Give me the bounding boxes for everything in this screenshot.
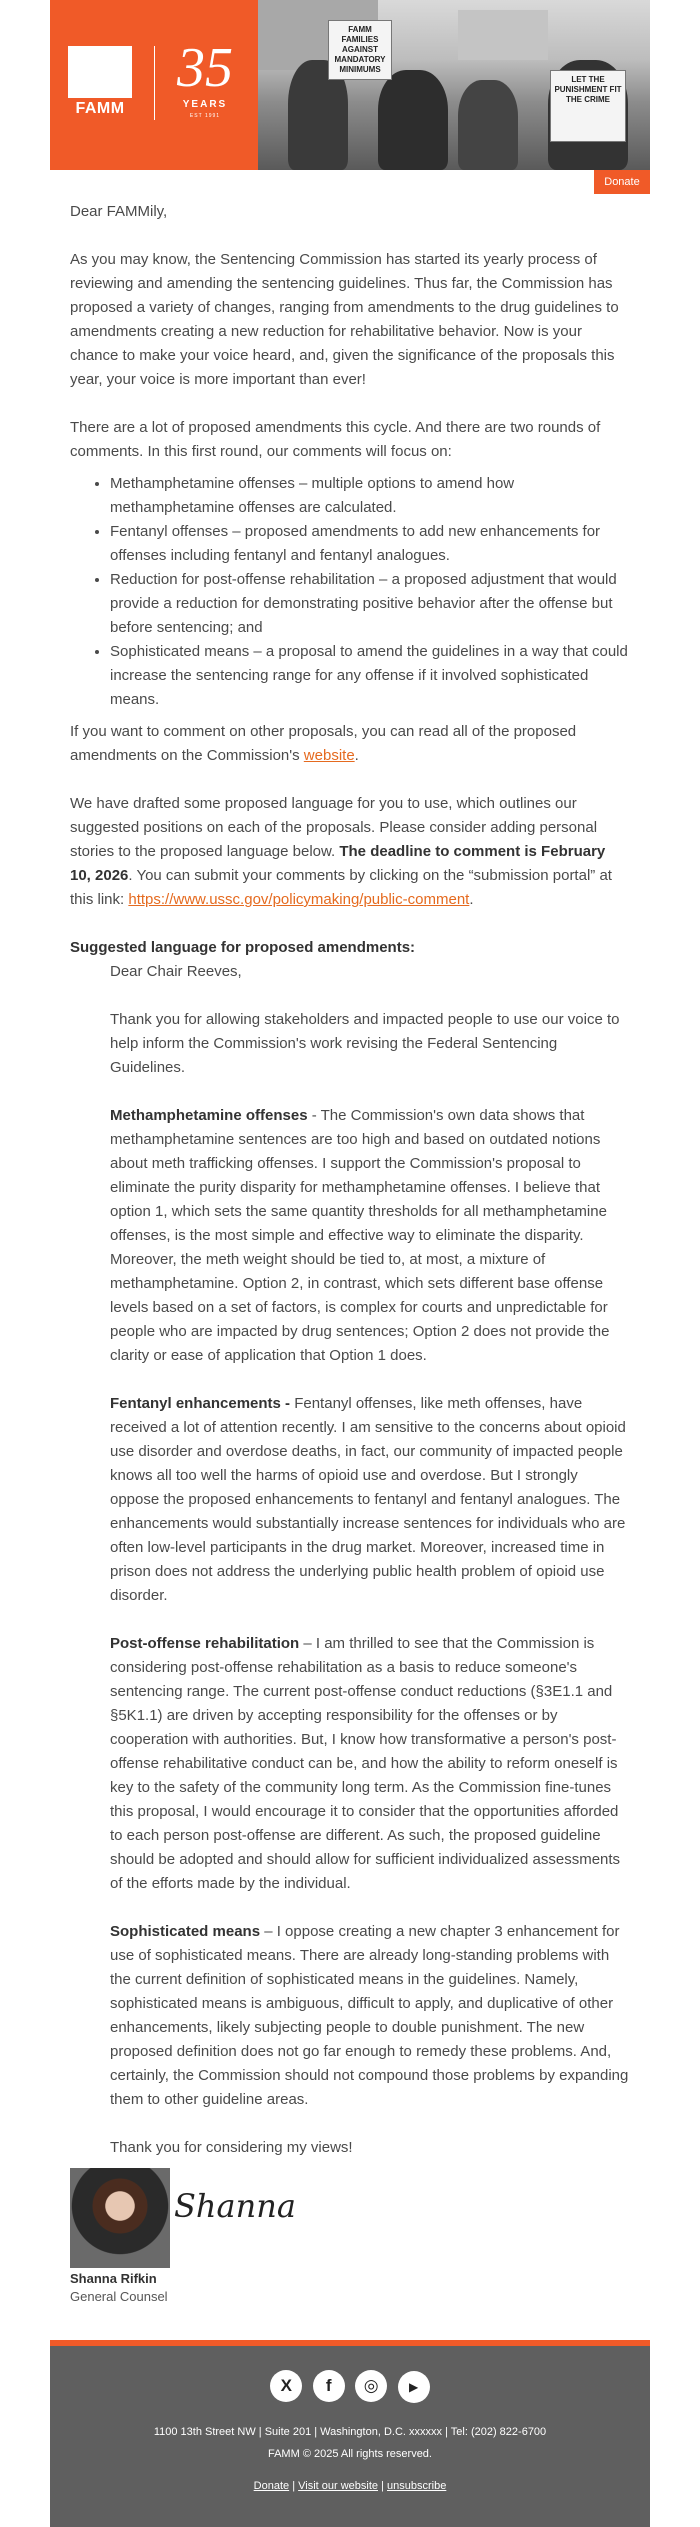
letter-sophisticated-section: Sophisticated means – I oppose creating a new chapter 3 enhancement for use of sophisticated means. There are already long-standing problems with the current definition of sophisticated means in the guidelines. Namely, sophisticated means is ambiguous, difficult to apply, and duplicative of other enhancements, likely subjecting people to double punishment. The new proposed definition does not go far enough to remedy these problems. And, certainly, the Commission should not compound those problems by expanding them to other guideline areas. (110, 1923, 629, 2108)
header-protest-photo (258, 0, 650, 170)
intro-paragraph: As you may know, the Sentencing Commission has started its yearly process of reviewing and amending the sentencing guidelines. Thus far, the Commission has proposed a variety of changes, ranging from amendments to the drug guidelines to amendments creating a new reduction for rehabilitative behavior. Now is your chance to make your voice heard, and, given the significance of the proposals this year, your voice is more important than ever! (70, 251, 619, 388)
list-item: • Methamphetamine offenses – multiple options to amend how methamphetamine offenses are calculated. (110, 472, 630, 520)
famm-logo-mark (68, 46, 132, 98)
suggested-language-title: Suggested language for proposed amendments: (70, 939, 416, 956)
meth-title: Methamphetamine offenses (110, 1107, 308, 1124)
amendments-list (110, 472, 630, 712)
rehab-title: Post-offense rehabilitation (110, 1635, 300, 1652)
instagram-icon[interactable]: ◎ (355, 2370, 387, 2402)
social-links (50, 2370, 650, 2403)
fentanyl-title: Fentanyl enhancements - (110, 1395, 291, 1412)
list-item: • Reduction for post-offense rehabilitation – a proposed adjustment that would provide a reduction for demonstrating positive behavior after the offense but before sentencing; and (110, 568, 630, 640)
other-proposals-paragraph: If you want to comment on other proposals, you can read all of the proposed amendments on the Commission's website. (70, 723, 577, 764)
amendments-paragraph: There are a lot of proposed amendments this cycle. And there are two rounds of comments. In this first round, our comments will focus on: (70, 419, 601, 460)
facebook-icon[interactable]: f (313, 2370, 345, 2402)
signature-block (70, 2168, 630, 2268)
protest-sign-famm: FAMM FAMILIES AGAINST MANDATORY MINIMUMS (328, 20, 392, 80)
letter-meth-section: Methamphetamine offenses - The Commission's own data shows that methamphetamine sentences are too high and based on outdated notions about meth trafficking offenses. I support the Commission's proposal to eliminate the purity disparity for methamphetamine offenses. I believe that option 1, which sets the same quantity thresholds for all methamphetamine offenses, is the most simple and effective way to eliminate the disparity. Moreover, the meth weight should be tied to, at most, a mixture of methamphetamine. Option 2, in contrast, which sets different base offense levels based on a set of factors, is complex for courts and unpredictable for people who are impacted by drug sentences; Option 2 does not provide the clarity or ease of application that Option 1 does. (110, 1107, 610, 1364)
commission-website-link[interactable]: website (303, 747, 355, 764)
signer-title: General Counsel (70, 2289, 168, 2304)
deadline-text: The deadline to comment is February 10, 2026 (70, 843, 606, 884)
logo-divider (154, 46, 155, 120)
footer-copyright: FAMM © 2025 All rights reserved. (267, 2448, 432, 2460)
anniversary-est: EST 1991 (189, 113, 221, 119)
suggested-letter (70, 960, 630, 2160)
greeting: Dear FAMMily, (70, 203, 168, 220)
email-container (50, 0, 650, 2492)
youtube-icon[interactable]: ▶ (398, 2371, 430, 2403)
brand-block (50, 0, 258, 170)
list-item: • Fentanyl offenses – proposed amendments to add new enhancements for offenses including fentanyl and fentanyl analogues. (110, 520, 630, 568)
letter-closing: Thank you for considering my views! (110, 2139, 353, 2156)
letter-fentanyl-section: Fentanyl enhancements - Fentanyl offenses, like meth offenses, have received a lot of attention recently. I am sensitive to the concerns about opioid use disorder and overdose deaths, in fact, our community of impacted people knows all too well the harms of opioid use and overdose. But I strongly oppose the proposed enhancements to fentanyl and fentanyl analogues. The enhancements would substantially increase sentences for individuals who are often low-level participants in the drug market. Moreover, increased time in prison does not address the underlying public health problem of opioid use disorder. (110, 1395, 626, 1604)
handwritten-signature: Shanna (174, 2187, 296, 2225)
signer-name: Shanna Rifkin (70, 2271, 157, 2286)
visit-website-link[interactable]: Visit our website (298, 2480, 379, 2492)
header-donate-button[interactable]: Donate (594, 170, 650, 194)
email-footer (50, 2340, 650, 2527)
letter-intro: Thank you for allowing stakeholders and impacted people to use our voice to help inform the Commission's work revising the Federal Sentencing Guidelines. (110, 1011, 620, 1076)
anniversary-years: YEARS (182, 99, 228, 110)
protest-sign-punishment: LET THE PUNISHMENT FIT THE CRIME (550, 70, 626, 142)
unsubscribe-link[interactable]: unsubscribe (387, 2480, 447, 2492)
footer-donate-link[interactable]: Donate (253, 2480, 290, 2492)
letter-salutation: Dear Chair Reeves, (110, 963, 242, 980)
anniversary-number: 35 (177, 37, 233, 99)
footer-address: 1100 13th Street NW | Suite 201 | Washington, D.C. xxxxxx | Tel: (202) 822-6700 (153, 2426, 547, 2438)
letter-rehab-section: Post-offense rehabilitation – I am thrilled to see that the Commission is considering post-offense rehabilitation as a basis to reduce someone's sentencing range. The current post-offense conduct reductions (§3E1.1 and §5K1.1) are driven by accepting responsibility for the offenses or by cooperation with authorities. But, I know how transformative a person's post-offense rehabilitative conduct can be, and how the ability to reform oneself is key to the safety of the community long term. As the Commission fine-tunes this proposal, I would encourage it to consider that the opportunities afforded to each person post-offense are different. As such, the proposed guideline should be adopted and should allow for sufficient individualized assessments of the efforts made by the individual. (110, 1635, 621, 1892)
famm-logo: FAMM (75, 100, 125, 117)
public-comment-link[interactable]: https://www.ussc.gov/policymaking/public-comment (128, 891, 470, 908)
email-header (50, 0, 650, 170)
list-item: • Sophisticated means – a proposal to amend the guidelines in a way that could increase the sentencing range for any offense if it involved sophisticated means. (110, 640, 630, 712)
x-icon[interactable]: X (270, 2370, 302, 2402)
sophisticated-title: Sophisticated means (110, 1923, 261, 1940)
signer-headshot (70, 2168, 170, 2268)
email-body (70, 200, 630, 2306)
footer-links: Donate | Visit our website | unsubscribe (253, 2480, 447, 2492)
deadline-paragraph: We have drafted some proposed language for you to use, which outlines our suggested positions on each of the proposals. Please consider adding personal stories to the proposed language below. The deadline to comment is February 10, 2026. You can submit your comments by clicking on the “submission portal” at this link: https://www.ussc.gov/policymaking/public-comment. (70, 795, 612, 908)
